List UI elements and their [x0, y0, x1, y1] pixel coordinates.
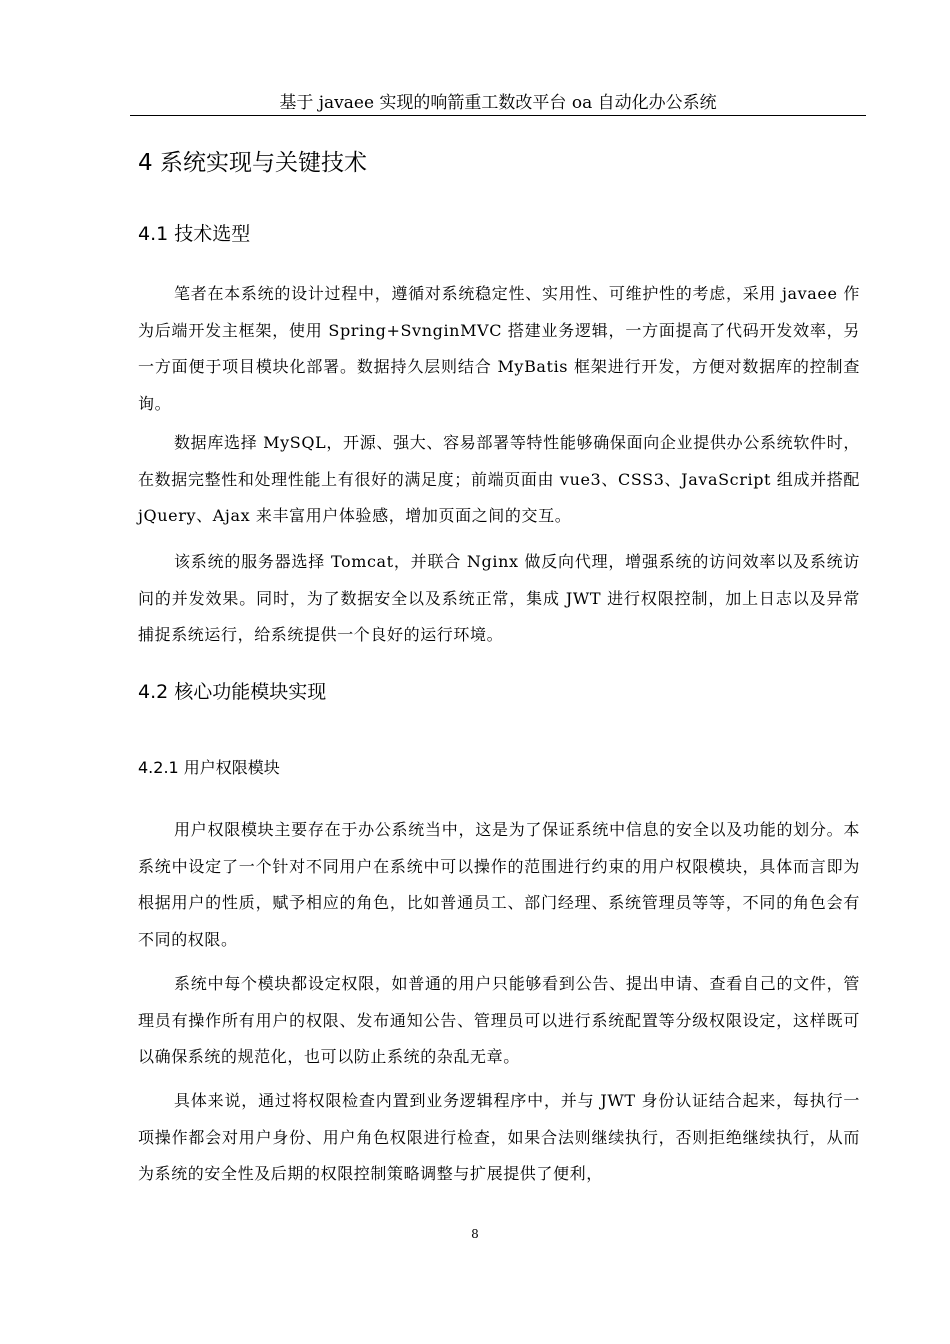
paragraph: 数据库选择 MySQL，开源、强大、容易部署等特性能够确保面向企业提供办公系统软件时，在数据完整性和处理性能上有很好的满足度；前端页面由 vue3、CSS3、JavaScript 组成并搭配 jQuery、Ajax 来丰富用户体验感，增加页面之间的交互。 — [138, 433, 860, 525]
header-rule — [130, 115, 866, 116]
running-header: 基于 javaee 实现的响箭重工数改平台 oa 自动化办公系统 — [279, 93, 717, 113]
section-4-1-title: 4.1 技术选型 — [138, 223, 251, 245]
section-4-2-1-title: 4.2.1 用户权限模块 — [138, 758, 280, 777]
paragraph: 该系统的服务器选择 Tomcat，并联合 Nginx 做反向代理，增强系统的访问效率以及系统访问的并发效果。同时，为了数据安全以及系统正常，集成 JWT 进行权限控制，加上日志以及异常捕捉系统运行，给系统提供一个良好的运行环境。 — [138, 552, 860, 644]
paragraph: 笔者在本系统的设计过程中，遵循对系统稳定性、实用性、可维护性的考虑，采用 javaee 作为后端开发主框架，使用 Spring+SvnginMVC 搭建业务逻辑，一方面提高了代码开发效率，另一方面便于项目模块化部署。数据持久层则结合 MyBatis 框架进行开发，方便对数据库的控制查询。 — [138, 284, 860, 413]
paragraph: 用户权限模块主要存在于办公系统当中，这是为了保证系统中信息的安全以及功能的划分。本系统中设定了一个针对不同用户在系统中可以操作的范围进行约束的用户权限模块，具体而言即为根据用户的性质，赋予相应的角色，比如普通员工、部门经理、系统管理员等等，不同的角色会有不同的权限。 — [138, 820, 860, 949]
paragraph: 系统中每个模块都设定权限，如普通的用户只能够看到公告、提出申请、查看自己的文件，管理员有操作所有用户的权限、发布通知公告、管理员可以进行系统配置等分级权限设定，这样既可以确保系统的规范化，也可以防止系统的杂乱无章。 — [138, 974, 860, 1066]
section-4-2-title: 4.2 核心功能模块实现 — [138, 681, 327, 703]
page-number: 8 — [471, 1227, 479, 1241]
chapter-title: 4 系统实现与关键技术 — [138, 150, 367, 176]
paragraph: 具体来说，通过将权限检查内置到业务逻辑程序中，并与 JWT 身份认证结合起来，每执行一项操作都会对用户身份、用户角色权限进行检查，如果合法则继续执行，否则拒绝继续执行，从而为系统的安全性及后期的权限控制策略调整与扩展提供了便利， — [138, 1091, 860, 1183]
